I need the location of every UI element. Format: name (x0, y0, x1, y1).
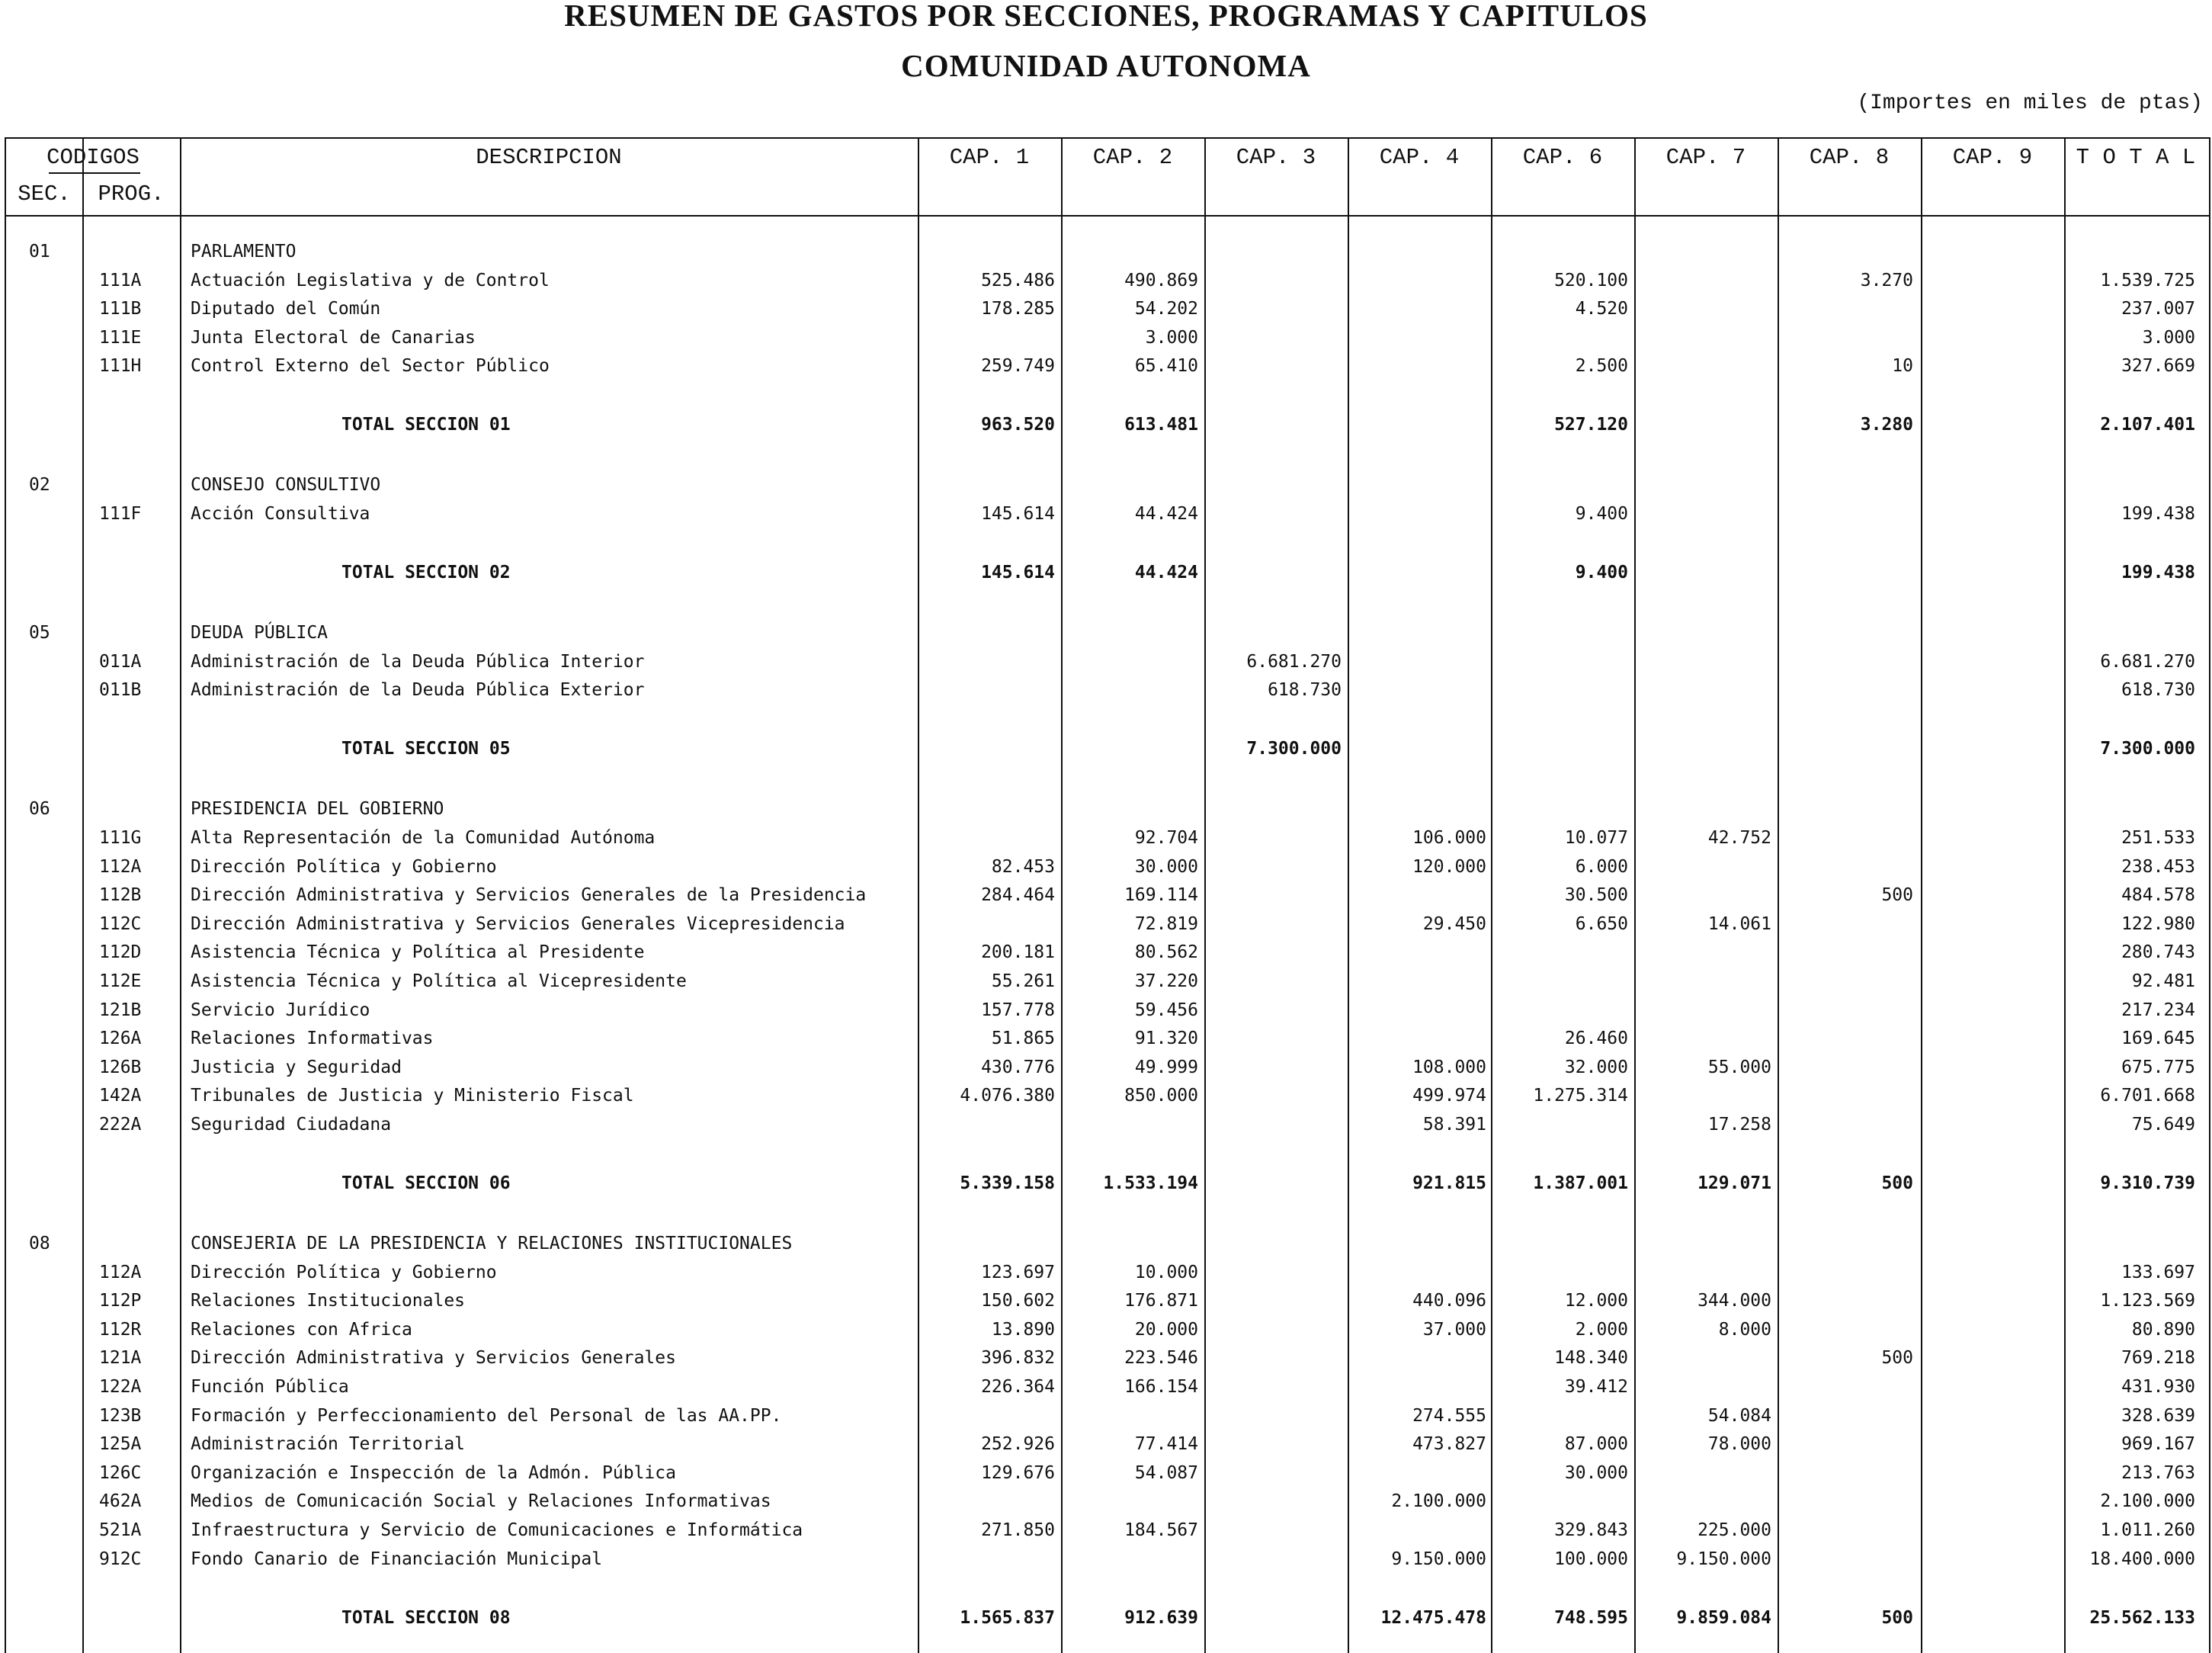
cell-c6: 148.340 (1554, 1348, 1628, 1369)
table-row (6, 1430, 2209, 1458)
cell-c1: 963.520 (981, 415, 1055, 435)
cell-prog: 111F (99, 504, 142, 525)
cell-t: 6.681.270 (2100, 651, 2195, 672)
cell-c1: 271.850 (981, 1520, 1055, 1540)
cell-descripcion: Tribunales de Justicia y Ministerio Fiscal (191, 1086, 634, 1106)
cell-descripcion: TOTAL SECCION 01 (341, 415, 511, 435)
cell-descripcion: Diputado del Común (191, 299, 381, 319)
cell-c2: 20.000 (1134, 1319, 1198, 1340)
cell-t: 1.011.260 (2100, 1520, 2195, 1540)
cell-prog: 112D (99, 942, 142, 963)
cell-c6: 12.000 (1564, 1291, 1628, 1311)
cell-c7: 9.859.084 (1676, 1607, 1771, 1628)
section-row (6, 1230, 2209, 1257)
cell-c2: 77.414 (1134, 1434, 1198, 1455)
cell-t: 675.775 (2121, 1057, 2195, 1077)
cell-c1: 157.778 (981, 1000, 1055, 1020)
cell-c8: 500 (1881, 885, 1913, 906)
cell-prog: 112B (99, 885, 142, 906)
header-total: T O T A L (2076, 145, 2196, 170)
header-divider (6, 215, 2209, 217)
cell-descripcion: Servicio Jurídico (191, 1000, 370, 1020)
header-cap4: CAP. 4 (1379, 145, 1460, 170)
table-row (6, 1082, 2209, 1109)
cell-c7: 344.000 (1697, 1291, 1771, 1311)
cell-sec: 02 (29, 475, 50, 496)
header-sec: SEC. (18, 181, 71, 207)
cell-c2: 3.000 (1145, 327, 1198, 348)
cell-t: 3.000 (2142, 327, 2195, 348)
cell-descripcion: Organización e Inspección de la Admón. Pública (191, 1462, 676, 1483)
cell-descripcion: Fondo Canario de Financiación Municipal (191, 1549, 603, 1569)
cell-prog: 111A (99, 270, 142, 290)
header-descripcion: DESCRIPCION (476, 145, 622, 170)
cell-c2: 44.424 (1134, 563, 1198, 583)
table-row (6, 1488, 2209, 1515)
cell-c6: 2.500 (1575, 356, 1628, 377)
cell-t: 484.578 (2121, 885, 2195, 906)
cell-c4: 29.450 (1422, 913, 1486, 934)
cell-prog: 462A (99, 1491, 142, 1512)
cell-descripcion: Dirección Administrativa y Servicios Generales (191, 1348, 676, 1369)
section-row (6, 619, 2209, 647)
cell-descripcion: Dirección Administrativa y Servicios Generales de la Presidencia (191, 885, 867, 906)
cell-c7: 14.061 (1707, 913, 1771, 934)
cell-c2: 65.410 (1134, 356, 1198, 377)
cell-t: 217.234 (2121, 1000, 2195, 1020)
table-row (6, 324, 2209, 351)
cell-descripcion: Función Pública (191, 1376, 349, 1397)
cell-descripcion: PRESIDENCIA DEL GOBIERNO (191, 799, 444, 820)
table-row (6, 824, 2209, 852)
cell-c3: 6.681.270 (1246, 651, 1342, 672)
cell-descripcion: TOTAL SECCION 08 (341, 1607, 511, 1628)
cell-c2: 44.424 (1134, 504, 1198, 525)
cell-c6: 4.520 (1575, 299, 1628, 319)
cell-t: 18.400.000 (2089, 1549, 2195, 1569)
cell-descripcion: DEUDA PÚBLICA (191, 623, 329, 644)
cell-c6: 748.595 (1554, 1607, 1628, 1628)
table-row (6, 267, 2209, 294)
table-row (6, 1316, 2209, 1343)
table-row (6, 295, 2209, 323)
cell-prog: 111B (99, 299, 142, 319)
header-cap6: CAP. 6 (1522, 145, 1603, 170)
cell-c4: 9.150.000 (1391, 1549, 1486, 1569)
cell-c7: 8.000 (1718, 1319, 1771, 1340)
cell-c6: 1.275.314 (1533, 1086, 1628, 1106)
cell-descripcion: Dirección Administrativa y Servicios Generales Vicepresidencia (191, 913, 845, 934)
cell-c1: 396.832 (981, 1348, 1055, 1369)
cell-descripcion: Relaciones Informativas (191, 1029, 434, 1049)
cell-c2: 166.154 (1124, 1376, 1198, 1397)
cell-t: 92.481 (2131, 971, 2195, 991)
cell-c1: 55.261 (991, 971, 1055, 991)
cell-prog: 112C (99, 913, 142, 934)
cell-c2: 37.220 (1134, 971, 1198, 991)
cell-c1: 525.486 (981, 270, 1055, 290)
cell-c6: 100.000 (1554, 1549, 1628, 1569)
cell-c6: 39.412 (1564, 1376, 1628, 1397)
cell-c1: 259.749 (981, 356, 1055, 377)
cell-c2: 54.202 (1134, 299, 1198, 319)
table-row (6, 968, 2209, 995)
cell-t: 213.763 (2121, 1462, 2195, 1483)
cell-t: 238.453 (2121, 856, 2195, 877)
header-cap7: CAP. 7 (1665, 145, 1746, 170)
cell-c1: 226.364 (981, 1376, 1055, 1397)
table-row (6, 1459, 2209, 1487)
table-row (6, 648, 2209, 676)
cell-c2: 72.819 (1134, 913, 1198, 934)
table-row (6, 997, 2209, 1024)
cell-c3: 7.300.000 (1246, 739, 1342, 759)
cell-c2: 912.639 (1124, 1607, 1198, 1628)
cell-c1: 1.565.837 (960, 1607, 1055, 1628)
cell-c2: 223.546 (1124, 1348, 1198, 1369)
cell-c8: 3.280 (1860, 415, 1913, 435)
cell-prog: 122A (99, 1376, 142, 1397)
cell-prog: 912C (99, 1549, 142, 1569)
cell-descripcion: Infraestructura y Servicio de Comunicaciones e Informática (191, 1520, 803, 1540)
cell-descripcion: PARLAMENTO (191, 242, 297, 262)
cell-c4: 440.096 (1412, 1291, 1486, 1311)
cell-t: 9.310.739 (2100, 1173, 2195, 1193)
cell-c6: 6.650 (1575, 913, 1628, 934)
total-row (6, 559, 2209, 586)
total-row (6, 411, 2209, 438)
document-subtitle: COMUNIDAD AUTONOMA (901, 48, 1311, 83)
cell-descripcion: Formación y Perfeccionamiento del Personal de las AA.PP. (191, 1405, 782, 1426)
table-row (6, 881, 2209, 909)
cell-c1: 145.614 (981, 563, 1055, 583)
cell-c1: 4.076.380 (960, 1086, 1055, 1106)
cell-c6: 329.843 (1554, 1520, 1628, 1540)
cell-t: 2.100.000 (2100, 1491, 2195, 1512)
table-row (6, 1402, 2209, 1430)
table-row (6, 1054, 2209, 1081)
cell-descripcion: TOTAL SECCION 06 (341, 1173, 511, 1193)
cell-prog: 011B (99, 680, 142, 701)
cell-prog: 121A (99, 1348, 142, 1369)
cell-c2: 490.869 (1124, 270, 1198, 290)
header-cap1: CAP. 1 (949, 145, 1030, 170)
cell-c6: 30.500 (1564, 885, 1628, 906)
cell-c6: 527.120 (1554, 415, 1628, 435)
cell-c4: 473.827 (1412, 1434, 1486, 1455)
cell-c8: 3.270 (1860, 270, 1913, 290)
cell-c2: 184.567 (1124, 1520, 1198, 1540)
cell-prog: 121B (99, 1000, 142, 1020)
cell-c6: 2.000 (1575, 1319, 1628, 1340)
cell-t: 75.649 (2131, 1114, 2195, 1135)
table-row (6, 1517, 2209, 1544)
table-row (6, 1025, 2209, 1052)
cell-c4: 108.000 (1412, 1057, 1486, 1077)
cell-descripcion: CONSEJO CONSULTIVO (191, 475, 381, 496)
cell-descripcion: Control Externo del Sector Público (191, 356, 550, 377)
header-cap3: CAP. 3 (1236, 145, 1316, 170)
cell-descripcion: TOTAL SECCION 02 (341, 563, 511, 583)
cell-t: 618.730 (2121, 680, 2195, 701)
cell-c2: 59.456 (1134, 1000, 1198, 1020)
section-row (6, 238, 2209, 265)
cell-c1: 284.464 (981, 885, 1055, 906)
cell-prog: 111H (99, 356, 142, 377)
cell-t: 25.562.133 (2089, 1607, 2195, 1628)
cell-descripcion: Administración de la Deuda Pública Interior (191, 651, 645, 672)
table-row (6, 1373, 2209, 1401)
cell-c2: 176.871 (1124, 1291, 1198, 1311)
cell-t: 251.533 (2121, 827, 2195, 848)
cell-prog: 112A (99, 856, 142, 877)
cell-descripcion: Medios de Comunicación Social y Relaciones Informativas (191, 1491, 771, 1512)
cell-descripcion: Asistencia Técnica y Política al Vicepresidente (191, 971, 687, 991)
cell-c1: 5.339.158 (960, 1173, 1055, 1193)
table-row (6, 352, 2209, 380)
cell-c7: 17.258 (1707, 1114, 1771, 1135)
cell-c4: 37.000 (1422, 1319, 1486, 1340)
cell-t: 1.539.725 (2100, 270, 2195, 290)
cell-descripcion: Junta Electoral de Canarias (191, 327, 476, 348)
cell-c4: 499.974 (1412, 1086, 1486, 1106)
cell-c2: 80.562 (1134, 942, 1198, 963)
cell-prog: 112R (99, 1319, 142, 1340)
cell-c6: 32.000 (1564, 1057, 1628, 1077)
header-cap9: CAP. 9 (1952, 145, 2033, 170)
cell-prog: 126C (99, 1462, 142, 1483)
table-row (6, 500, 2209, 528)
cell-c1: 123.697 (981, 1262, 1055, 1282)
cell-c6: 6.000 (1575, 856, 1628, 877)
cell-t: 1.123.569 (2100, 1291, 2195, 1311)
cell-c1: 252.926 (981, 1434, 1055, 1455)
cell-c2: 169.114 (1124, 885, 1198, 906)
cell-t: 431.930 (2121, 1376, 2195, 1397)
cell-descripcion: Seguridad Ciudadana (191, 1114, 392, 1135)
cell-t: 199.438 (2121, 563, 2195, 583)
cell-c8: 10 (1892, 356, 1913, 377)
cell-prog: 123B (99, 1405, 142, 1426)
total-row (6, 735, 2209, 762)
cell-c6: 26.460 (1564, 1029, 1628, 1049)
cell-descripcion: Asistencia Técnica y Política al Presidente (191, 942, 645, 963)
cell-prog: 112E (99, 971, 142, 991)
table-row (6, 1344, 2209, 1372)
cell-descripcion: Alta Representación de la Comunidad Autónoma (191, 827, 656, 848)
total-row (6, 1604, 2209, 1632)
cell-c4: 12.475.478 (1380, 1607, 1486, 1628)
cell-c4: 58.391 (1422, 1114, 1486, 1135)
cell-c4: 921.815 (1412, 1173, 1486, 1193)
cell-sec: 08 (29, 1233, 50, 1253)
cell-descripcion: Justicia y Seguridad (191, 1057, 402, 1077)
cell-descripcion: Dirección Política y Gobierno (191, 1262, 497, 1282)
cell-prog: 011A (99, 651, 142, 672)
cell-t: 199.438 (2121, 504, 2195, 525)
cell-c6: 30.000 (1564, 1462, 1628, 1483)
cell-t: 328.639 (2121, 1405, 2195, 1426)
cell-c8: 500 (1881, 1348, 1913, 1369)
cell-c3: 618.730 (1268, 680, 1342, 701)
header-cap8: CAP. 8 (1809, 145, 1890, 170)
header-codigos: CODIGOS (46, 145, 139, 170)
document-title: RESUMEN DE GASTOS POR SECCIONES, PROGRAMAS Y CAPITULOS (564, 0, 1648, 33)
cell-t: 122.980 (2121, 913, 2195, 934)
cell-descripcion: CONSEJERIA DE LA PRESIDENCIA Y RELACIONES INSTITUCIONALES (191, 1233, 793, 1253)
cell-t: 327.669 (2121, 356, 2195, 377)
cell-c1: 178.285 (981, 299, 1055, 319)
cell-c6: 87.000 (1564, 1434, 1628, 1455)
cell-c2: 92.704 (1134, 827, 1198, 848)
cell-t: 169.645 (2121, 1029, 2195, 1049)
cell-c4: 274.555 (1412, 1405, 1486, 1426)
cell-c7: 9.150.000 (1676, 1549, 1771, 1569)
cell-c7: 78.000 (1707, 1434, 1771, 1455)
cell-sec: 06 (29, 799, 50, 820)
cell-t: 969.167 (2121, 1434, 2195, 1455)
cell-c2: 49.999 (1134, 1057, 1198, 1077)
cell-c2: 850.000 (1124, 1086, 1198, 1106)
cell-c1: 145.614 (981, 504, 1055, 525)
table-row (6, 1287, 2209, 1314)
table-row (6, 1545, 2209, 1573)
cell-t: 769.218 (2121, 1348, 2195, 1369)
cell-prog: 125A (99, 1434, 142, 1455)
section-row (6, 795, 2209, 823)
cell-prog: 112A (99, 1262, 142, 1282)
cell-c2: 1.533.194 (1103, 1173, 1198, 1193)
cell-c4: 120.000 (1412, 856, 1486, 877)
cell-t: 237.007 (2121, 299, 2195, 319)
cell-prog: 222A (99, 1114, 142, 1135)
cell-c1: 129.676 (981, 1462, 1055, 1483)
cell-c1: 430.776 (981, 1057, 1055, 1077)
cell-prog: 126A (99, 1029, 142, 1049)
cell-c2: 30.000 (1134, 856, 1198, 877)
cell-prog: 111E (99, 327, 142, 348)
table-row (6, 853, 2209, 881)
cell-t: 133.697 (2121, 1262, 2195, 1282)
cell-sec: 01 (29, 242, 50, 262)
cell-c6: 520.100 (1554, 270, 1628, 290)
cell-c8: 500 (1881, 1607, 1913, 1628)
table-row (6, 1111, 2209, 1138)
cell-c1: 51.865 (991, 1029, 1055, 1049)
table-row (6, 910, 2209, 938)
cell-c7: 55.000 (1707, 1057, 1771, 1077)
units-note: (Importes en miles de ptas) (1857, 91, 2203, 115)
table-row (6, 939, 2209, 966)
cell-c2: 91.320 (1134, 1029, 1198, 1049)
cell-c2: 10.000 (1134, 1262, 1198, 1282)
cell-prog: 111G (99, 827, 142, 848)
cell-sec: 05 (29, 623, 50, 644)
cell-descripcion: TOTAL SECCION 05 (341, 739, 511, 759)
cell-c7: 54.084 (1707, 1405, 1771, 1426)
cell-descripcion: Actuación Legislativa y de Control (191, 270, 550, 290)
cell-c6: 1.387.001 (1533, 1173, 1628, 1193)
cell-c7: 129.071 (1697, 1173, 1771, 1193)
cell-prog: 142A (99, 1086, 142, 1106)
cell-c4: 2.100.000 (1391, 1491, 1486, 1512)
cell-c2: 613.481 (1124, 415, 1198, 435)
cell-c6: 9.400 (1575, 563, 1628, 583)
codigos-underline (49, 172, 140, 174)
section-row (6, 471, 2209, 499)
cell-descripcion: Administración de la Deuda Pública Exterior (191, 680, 645, 701)
cell-t: 6.701.668 (2100, 1086, 2195, 1106)
cell-c6: 10.077 (1564, 827, 1628, 848)
cell-descripcion: Acción Consultiva (191, 504, 370, 525)
cell-c7: 42.752 (1707, 827, 1771, 848)
header-prog: PROG. (98, 181, 165, 207)
table-row (6, 1259, 2209, 1286)
cell-t: 2.107.401 (2100, 415, 2195, 435)
cell-prog: 112P (99, 1291, 142, 1311)
table-row (6, 676, 2209, 704)
cell-t: 7.300.000 (2100, 739, 2195, 759)
cell-c1: 13.890 (991, 1319, 1055, 1340)
cell-c1: 200.181 (981, 942, 1055, 963)
cell-prog: 521A (99, 1520, 142, 1540)
cell-t: 280.743 (2121, 942, 2195, 963)
cell-descripcion: Relaciones Institucionales (191, 1291, 466, 1311)
cell-c4: 106.000 (1412, 827, 1486, 848)
cell-c1: 150.602 (981, 1291, 1055, 1311)
cell-t: 80.890 (2131, 1319, 2195, 1340)
cell-c1: 82.453 (991, 856, 1055, 877)
cell-descripcion: Dirección Política y Gobierno (191, 856, 497, 877)
cell-prog: 126B (99, 1057, 142, 1077)
cell-c7: 225.000 (1697, 1520, 1771, 1540)
total-row (6, 1170, 2209, 1197)
header-cap2: CAP. 2 (1092, 145, 1173, 170)
cell-c8: 500 (1881, 1173, 1913, 1193)
cell-c6: 9.400 (1575, 504, 1628, 525)
expenses-table (5, 137, 2210, 1653)
cell-descripcion: Administración Territorial (191, 1434, 466, 1455)
cell-c2: 54.087 (1134, 1462, 1198, 1483)
cell-descripcion: Relaciones con Africa (191, 1319, 412, 1340)
